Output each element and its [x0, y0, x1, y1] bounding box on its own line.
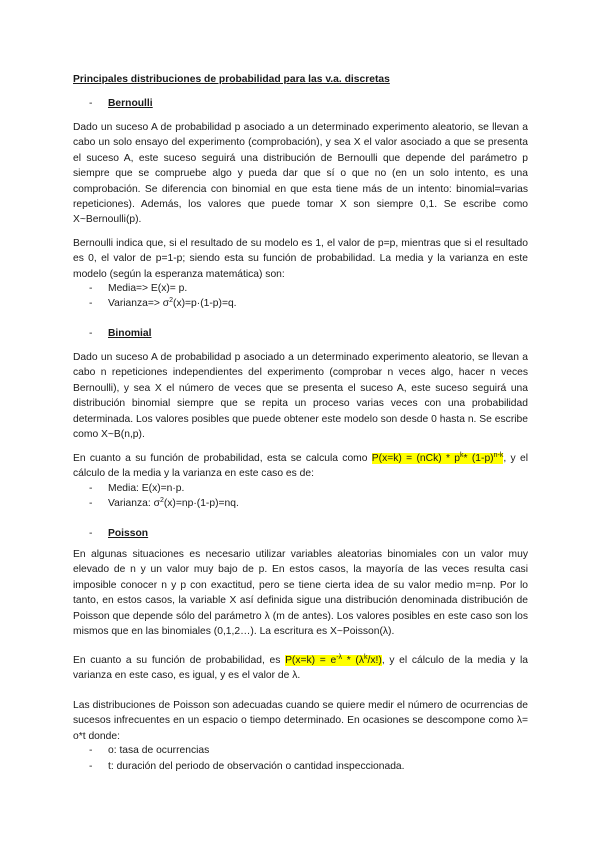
binomial-paragraph-2 [73, 451, 528, 482]
heading-bernoulli [89, 96, 153, 111]
binomial-formula-part-a: P(x=k) = (nCk) * p [371, 453, 461, 464]
heading-dash: - [89, 528, 93, 539]
bernoulli-paragraph-2: Bernoulli indica que, si el resultado de su modelo es 1, el valor de p=p, mientras que si el resultado es 0, el valor de p=1-p; siendo esta su función de probabilidad. La media y la varianza en este modelo (según la esperanza matemática) son: [73, 238, 528, 280]
bernoulli-variance-sup: 2 [169, 297, 174, 304]
poisson-p2-post: , y el cálculo de la media y la varianza en este caso, es igual, y es el valor de λ. [73, 655, 529, 682]
poisson-paragraph-2 [73, 653, 528, 684]
poisson-time-text: t: duración del periodo de observación o cantidad inspeccionada. [108, 761, 405, 772]
bullet-dash: - [89, 761, 93, 772]
binomial-formula-sup-2: n-k [493, 452, 504, 459]
poisson-formula-highlight [285, 655, 382, 666]
binomial-variance-post: (x)=np·(1-p)=nq. [163, 498, 239, 509]
poisson-formula-part-c: /x!) [367, 655, 382, 666]
poisson-bullet-time [89, 759, 405, 774]
bullet-dash: - [89, 483, 93, 494]
heading-dash: - [89, 98, 93, 109]
bullet-dash: - [89, 498, 93, 509]
bernoulli-paragraph-1: Dado un suceso A de probabilidad p asociado a un determinado experimento aleatorio, se llevan a cabo un solo ensayo del experimento (comprobación), y sea X el valor asociado a que se presenta el suceso A, este suceso seguirá una distribución de Bernoulli que depende del parámetro p siempre que se compruebe algo y pueda dar que sí o que no (en un solo intento, es una comprobación. Se diferencia con binomial en que esta tiene más de un intento: binomial=varias repeticiones). Además, los valores que puede tomar X son siempre 0,1. Se escribe como X~Bernoulli(p). [73, 122, 528, 226]
bernoulli-bullet-mean [89, 281, 187, 296]
bullet-dash: - [89, 745, 93, 756]
poisson-paragraph-3: Las distribuciones de Poisson son adecuadas cuando se quiere medir el número de ocurrencias de sucesos infrecuentes en un espacio o tiempo determinado. En ocasiones se descompone como λ= o*t donde: [73, 700, 528, 742]
bernoulli-mean-text: Media=> E(x)= p. [108, 283, 188, 294]
poisson-formula-part-a: P(x=k) = e [285, 655, 337, 666]
binomial-formula-part-b: * (1-p) [463, 453, 494, 464]
heading-poisson-text: Poisson [108, 528, 149, 539]
binomial-p2-pre: En cuanto a su función de probabilidad, esta se calcula como [73, 453, 372, 464]
bernoulli-bullet-variance [89, 296, 237, 311]
poisson-paragraph-1: En algunas situaciones es necesario utilizar variables aleatorias binomiales con un valor muy elevado de n y un valor muy bajo de p. En estos casos, la mayoría de las veces resulta casi imposible conocer n y p con exactitud, pero se tiene cierta idea de su valor medio m=np. Por lo tanto, en estos casos, la variable X así definida sigue una distribución denominada distribución de Poisson que depende sólo del parámetro λ (m de antes). Los valores posibles en este caso son los mismos que en las binomiales (0,1,2…). La escritura es X~Poisson(λ). [73, 549, 528, 638]
poisson-formula-sup-1: -λ [336, 654, 343, 661]
poisson-rate-text: o: tasa de ocurrencias [108, 745, 210, 756]
binomial-bullet-variance [89, 496, 239, 511]
heading-poisson [89, 526, 148, 541]
heading-dash: - [89, 328, 93, 339]
poisson-formula-part-b: * (λ [342, 655, 364, 666]
binomial-formula-highlight [372, 453, 504, 464]
bernoulli-variance-post: (x)=p·(1-p)=q. [173, 298, 237, 309]
bullet-dash: - [89, 298, 93, 309]
binomial-formula-sup-1: k [460, 452, 464, 459]
bernoulli-variance-pre: Varianza=> σ [108, 298, 170, 309]
poisson-formula-sup-2: k [364, 654, 368, 661]
binomial-variance-pre: Varianza: σ [108, 498, 160, 509]
document-title: Principales distribuciones de probabilidad para las v.a. discretas [73, 74, 390, 85]
poisson-p2-pre: En cuanto a su función de probabilidad, es [73, 655, 286, 666]
binomial-bullet-mean [89, 481, 184, 496]
bullet-dash: - [89, 283, 93, 294]
heading-bernoulli-text: Bernoulli [108, 98, 153, 109]
binomial-paragraph-1: Dado un suceso A de probabilidad p asociado a un determinado experimento aleatorio, se llevan a cabo n repeticiones independientes del experimento (comprobar n veces algo, hacer n veces Bernoulli), y sea X el número de veces que se presenta el suceso A, este suceso seguirá una distribución binomial siempre que se repita un proceso varias veces con una probabilidad determinada. Los valores posibles que puede obtener este modelo son desde 0 hasta n. Se escribe como X~B(n,p). [73, 352, 528, 441]
binomial-mean-text: Media: E(x)=n·p. [108, 483, 185, 494]
heading-binomial [89, 326, 151, 341]
binomial-p2-post: , y el cálculo de la media y la varianza en este caso es de: [73, 453, 529, 480]
heading-binomial-text: Binomial [108, 328, 152, 339]
binomial-variance-sup: 2 [159, 497, 164, 504]
poisson-bullet-rate [89, 743, 209, 758]
